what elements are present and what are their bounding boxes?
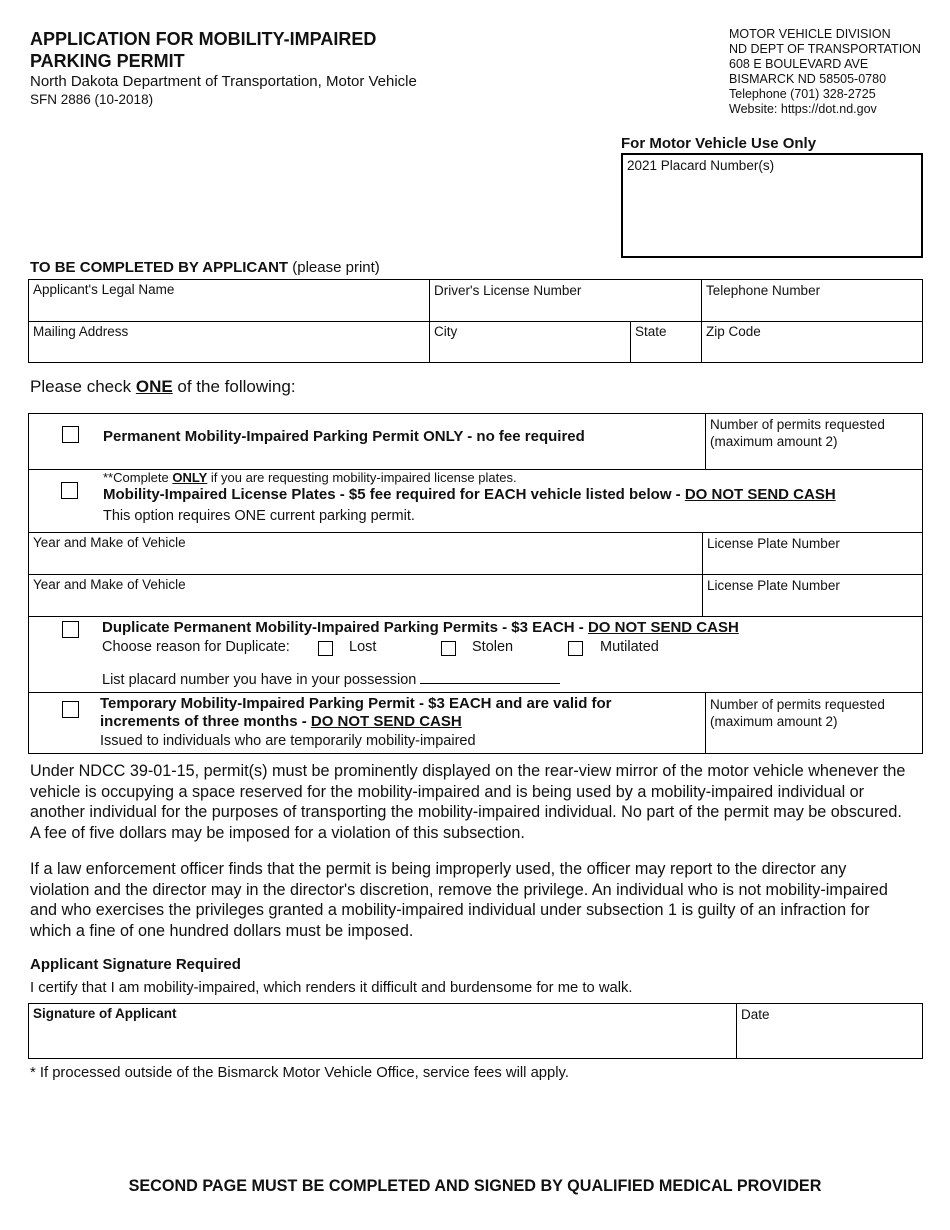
telephone-field[interactable]: [701, 279, 923, 322]
plates-label-text: Mobility-Impaired License Plates - $5 fee required for EACH vehicle listed below -: [103, 486, 685, 503]
signature-heading: Applicant Signature Required: [30, 956, 241, 973]
duplicate-checkbox[interactable]: [62, 621, 79, 638]
plates-note-suffix: if you are requesting mobility-impaired license plates.: [207, 470, 517, 485]
city-field[interactable]: [429, 321, 631, 363]
plate-2-label: License Plate Number: [707, 578, 840, 593]
legal-paragraph-2: If a law enforcement officer finds that the permit is being improperly used, the officer may report to the director any violation and the director may in the director's discretion, remove the privilege. An individual who is not mobility-impaired and who exercises the privileges granted a mobility-impaired individual under subsection 1 is guilty of an infraction for which a fine of one hundred dollars must be imposed.: [30, 860, 888, 940]
temporary-checkbox[interactable]: [62, 701, 79, 718]
plates-label: [103, 486, 836, 503]
permanent-count-label-2: (maximum amount 2): [710, 434, 838, 449]
duplicate-no-cash: DO NOT SEND CASH: [587, 619, 739, 636]
address-line-3: 608 E BOULEVARD AVE: [729, 57, 869, 71]
legal-name-field[interactable]: [28, 279, 430, 322]
temporary-label-line-2-text: increments of three months -: [100, 713, 311, 730]
license-number-label: Driver's License Number: [434, 283, 582, 298]
state-field[interactable]: [630, 321, 702, 363]
date-field[interactable]: [736, 1003, 923, 1059]
form-number: SFN 2886 (10-2018): [30, 92, 154, 107]
check-one-prefix: Please check: [30, 377, 136, 396]
plate-1-field[interactable]: [702, 532, 923, 575]
vehicle-2-field[interactable]: [28, 574, 703, 617]
duplicate-label: [102, 619, 739, 636]
permanent-permit-checkbox[interactable]: [62, 426, 79, 443]
telephone-label: Telephone Number: [706, 283, 821, 298]
check-one-emphasis: ONE: [135, 377, 173, 396]
applicant-section-heading: [30, 259, 380, 276]
plates-no-cash: DO NOT SEND CASH: [684, 486, 836, 503]
temporary-note: Issued to individuals who are temporarily mobility-impaired: [100, 733, 476, 749]
state-label: State: [635, 324, 667, 339]
applicant-heading-bold: TO BE COMPLETED BY APPLICANT: [30, 259, 289, 276]
plates-checkbox[interactable]: [61, 482, 78, 499]
vehicle-1-label: Year and Make of Vehicle: [33, 535, 186, 550]
applicant-heading-rest: (please print): [288, 259, 380, 276]
plates-requirement: This option requires ONE current parking permit.: [103, 508, 415, 524]
address-line-4: BISMARCK ND 58505-0780: [729, 72, 887, 86]
temporary-count-label-2: (maximum amount 2): [710, 714, 838, 729]
address-website: Website: https://dot.nd.gov: [729, 102, 877, 116]
legal-paragraph-1: Under NDCC 39-01-15, permit(s) must be prominently displayed on the rear-view mirror of the motor vehicle whenever the vehicle is occupying a space reserved for the mobility-impaired and is being used by a mobility-impaired individual or another individual for the purposes of transporting the mobility-impaired individual. No part of the permit may be obscured. A fee of five dollars may be imposed for a violation of this subsection.: [30, 762, 906, 842]
temporary-label: [100, 695, 612, 731]
placard-number-box: [621, 153, 923, 258]
vehicle-1-field[interactable]: [28, 532, 703, 575]
legal-name-label: Applicant's Legal Name: [33, 282, 175, 297]
address-line-2: ND DEPT OF TRANSPORTATION: [729, 42, 921, 56]
permanent-count-field[interactable]: [705, 413, 923, 470]
title-line-1: APPLICATION FOR MOBILITY-IMPAIRED: [30, 29, 377, 49]
mailing-address-label: Mailing Address: [33, 324, 129, 339]
reason-stolen-checkbox[interactable]: [441, 641, 456, 656]
signature-label: Signature of Applicant: [33, 1006, 177, 1021]
placard-number-label: 2021 Placard Number(s): [627, 158, 775, 173]
date-label: Date: [741, 1007, 770, 1022]
plates-note-emphasis: ONLY: [172, 470, 208, 485]
placard-list-line: [102, 671, 560, 688]
reason-stolen-label: Stolen: [472, 639, 514, 655]
temporary-count-label-1: Number of permits requested: [710, 697, 885, 712]
address-line-1: MOTOR VEHICLE DIVISION: [729, 27, 891, 41]
temporary-label-line-1: Temporary Mobility-Impaired Parking Permit - $3 EACH and are valid for: [100, 695, 612, 712]
zip-label: Zip Code: [706, 324, 761, 339]
agency-address: [729, 27, 921, 117]
duplicate-label-text: Duplicate Permanent Mobility-Impaired Parking Permits - $3 EACH -: [102, 619, 588, 636]
reason-lost-checkbox[interactable]: [318, 641, 333, 656]
zip-field[interactable]: [701, 321, 923, 363]
check-one-suffix: of the following:: [172, 377, 296, 396]
signature-certify: I certify that I am mobility-impaired, which renders it difficult and burdensome for me to walk.: [30, 980, 633, 996]
fees-note: * If processed outside of the Bismarck Motor Vehicle Office, service fees will apply.: [30, 1065, 569, 1081]
reason-lost-label: Lost: [349, 639, 377, 655]
address-phone: Telephone (701) 328-2725: [729, 87, 876, 101]
form-subtitle: North Dakota Department of Transportation, Motor Vehicle: [30, 73, 417, 90]
check-one-instruction: [30, 377, 296, 397]
footer-notice: SECOND PAGE MUST BE COMPLETED AND SIGNED BY QUALIFIED MEDICAL PROVIDER: [128, 1177, 822, 1195]
permanent-count-label-1: Number of permits requested: [710, 417, 885, 432]
permanent-permit-label: Permanent Mobility-Impaired Parking Permit ONLY - no fee required: [103, 428, 585, 445]
title-line-2: PARKING PERMIT: [30, 51, 185, 71]
city-label: City: [434, 324, 458, 339]
temporary-count-field[interactable]: [705, 692, 923, 754]
placard-list-label: List placard number you have in your possession: [102, 672, 417, 688]
plates-note: [103, 470, 517, 485]
plates-note-prefix: **Complete: [103, 470, 173, 485]
duplicate-reason-label: Choose reason for Duplicate:: [102, 639, 290, 655]
reason-mutilated-label: Mutilated: [600, 639, 659, 655]
plate-2-field[interactable]: [702, 574, 923, 617]
vehicle-2-label: Year and Make of Vehicle: [33, 577, 186, 592]
mailing-address-field[interactable]: [28, 321, 430, 363]
reason-mutilated-checkbox[interactable]: [568, 641, 583, 656]
plate-1-label: License Plate Number: [707, 536, 840, 551]
temporary-label-line-2: [100, 713, 612, 731]
placard-list-input[interactable]: [420, 671, 560, 684]
form-title: [30, 28, 450, 72]
signature-field[interactable]: [28, 1003, 737, 1059]
mv-use-label: For Motor Vehicle Use Only: [621, 135, 817, 152]
temporary-no-cash: DO NOT SEND CASH: [310, 713, 462, 730]
license-number-field[interactable]: [429, 279, 702, 322]
